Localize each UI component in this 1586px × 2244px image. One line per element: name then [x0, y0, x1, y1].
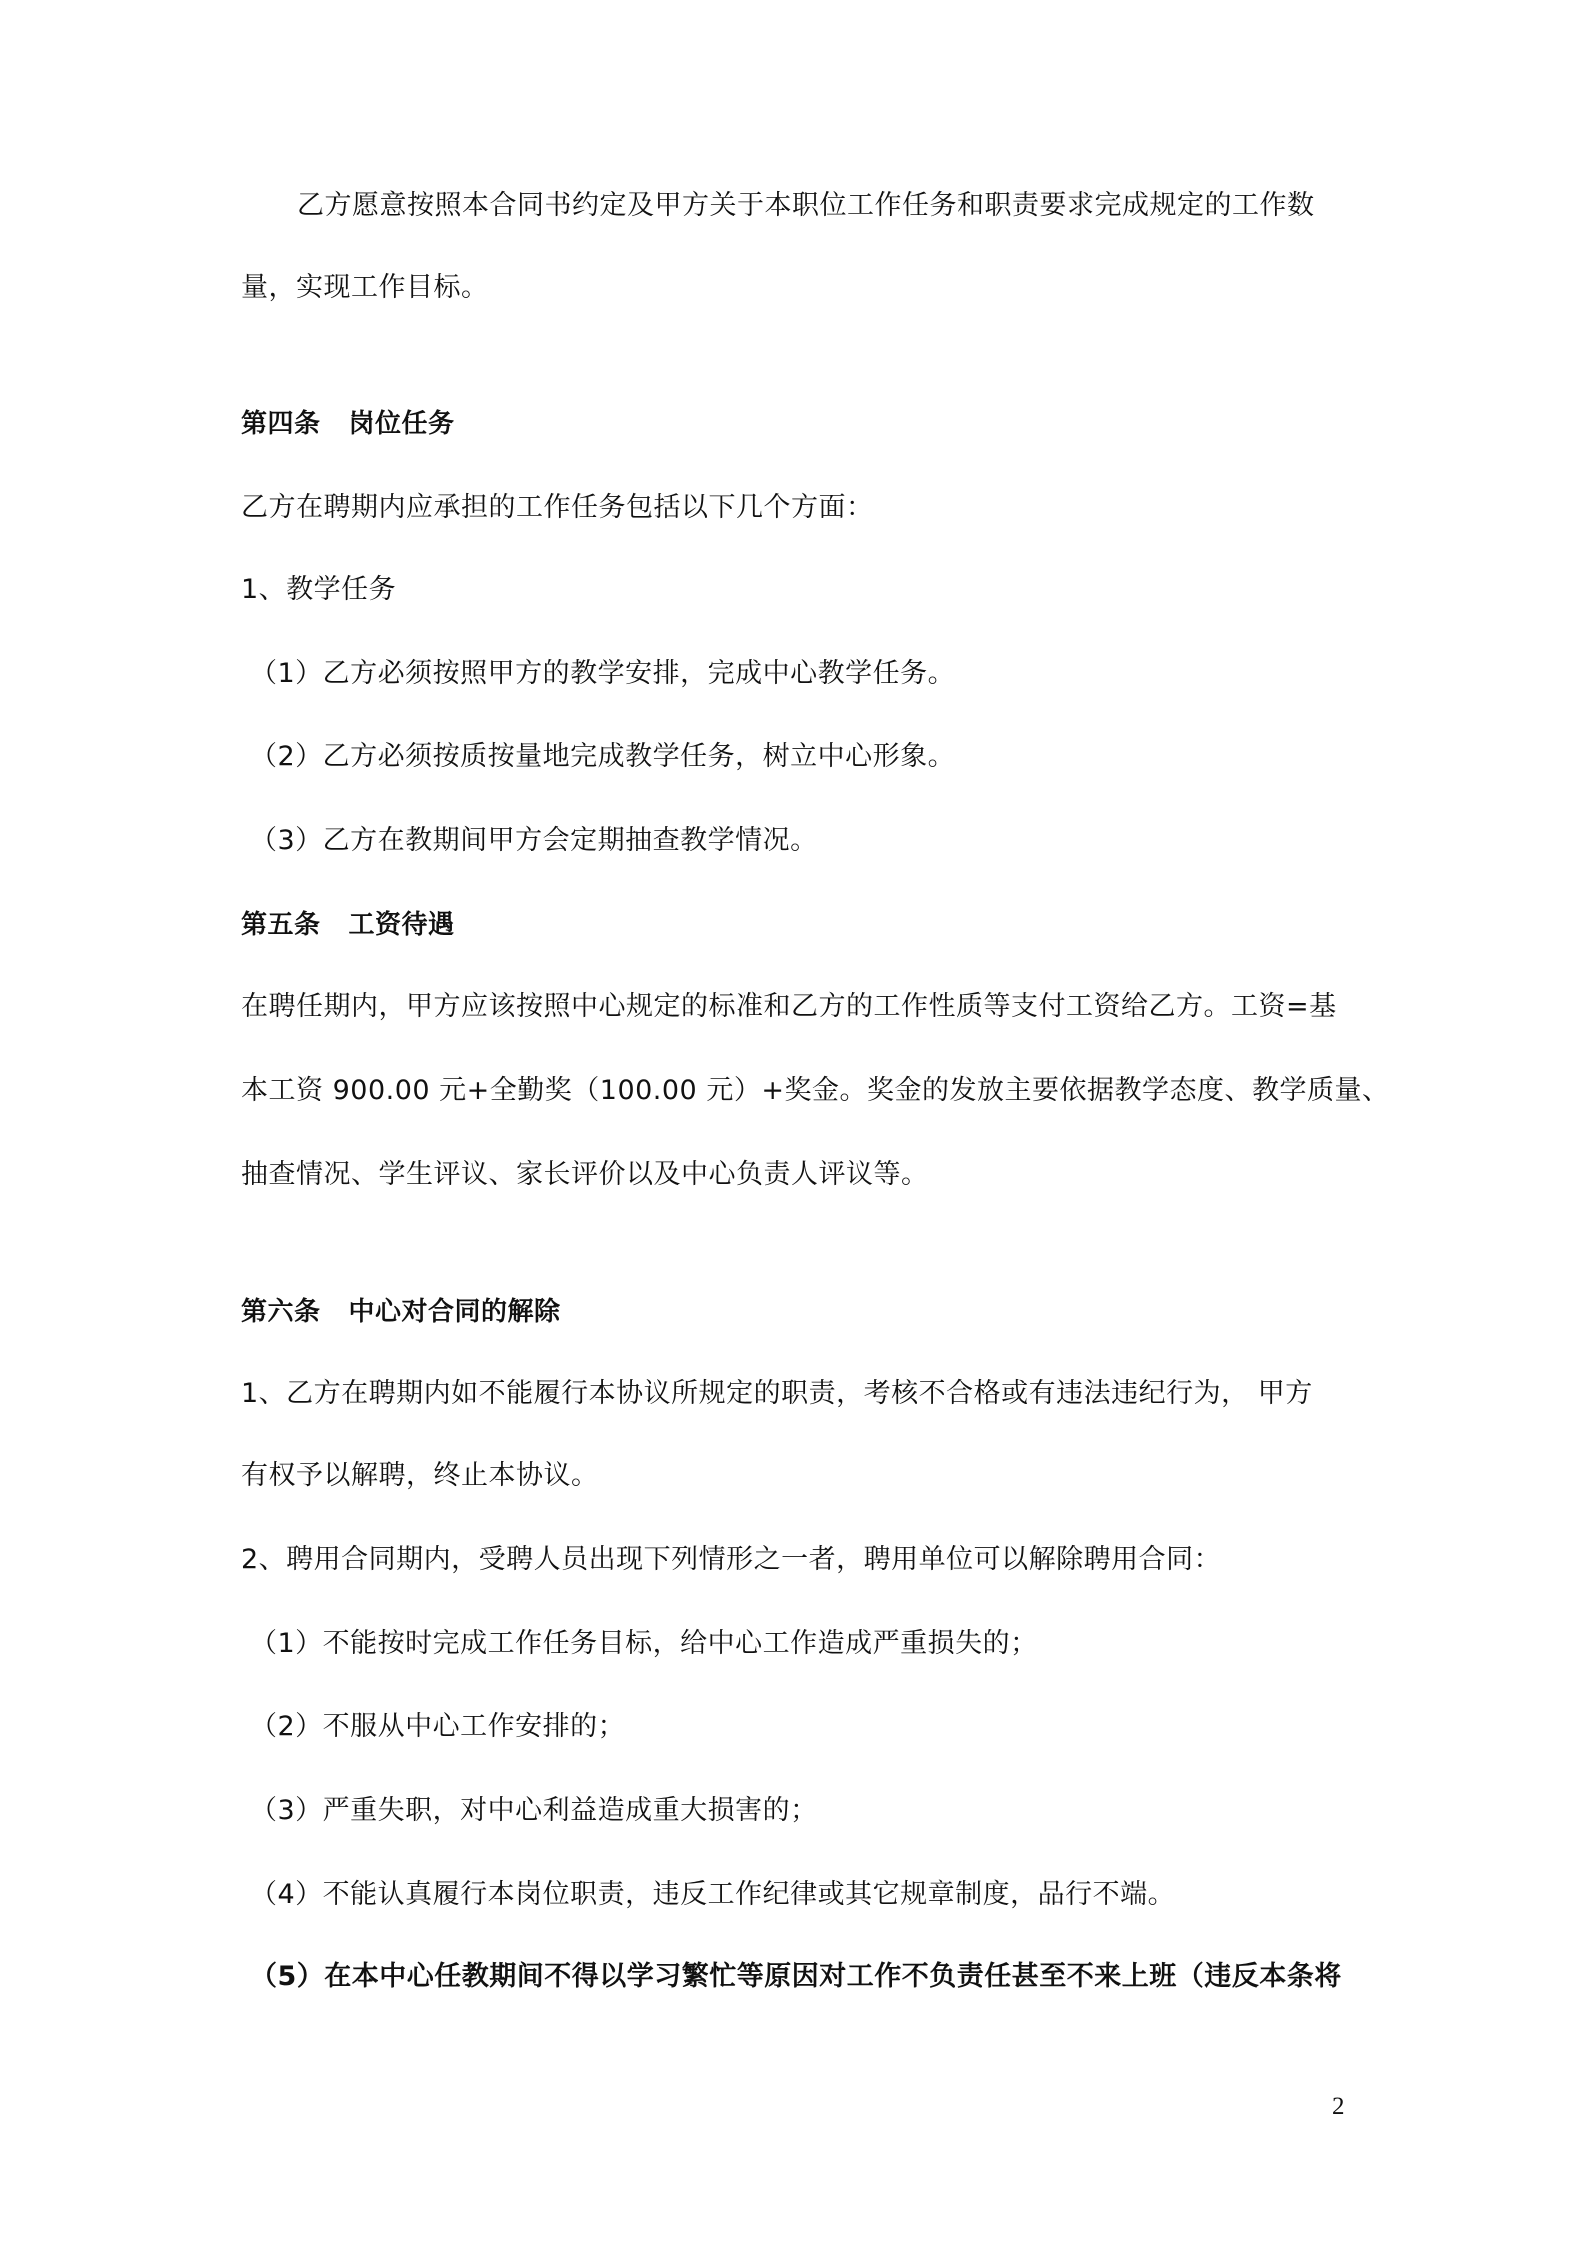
paragraph-line: 抽查情况、学生评议、家长评价以及中心负责人评议等。 — [241, 1159, 929, 1190]
paragraph-line: 有权予以解聘，终止本协议。 — [241, 1460, 599, 1491]
section-heading — [241, 406, 1361, 442]
paragraph-line: 量，实现工作目标。 — [241, 272, 489, 303]
section-title: 中心对合同的解除 — [348, 1297, 561, 1327]
paragraph-line: 1、乙方在聘期内如不能履行本协议所规定的职责，考核不合格或有违法违纪行为， 甲方 — [241, 1378, 1313, 1409]
list-item: （5）在本中心任教期间不得以学习繁忙等原因对工作不负责任甚至不来上班（违反本条将 — [250, 1961, 1342, 1992]
list-item: （2）不服从中心工作安排的； — [250, 1711, 626, 1742]
paragraph-line: 在聘任期内，甲方应该按照中心规定的标准和乙方的工作性质等支付工资给乙方。工资=基 — [241, 991, 1337, 1022]
section-heading — [241, 1294, 1361, 1330]
paragraph-line: 本工资 900.00 元+全勤奖（100.00 元）+奖金。奖金的发放主要依据教学态度、教学质量、 — [241, 1075, 1390, 1106]
section-heading — [241, 907, 1361, 943]
section-number: 第六条 — [241, 1297, 321, 1327]
section-title: 岗位任务 — [348, 409, 455, 439]
page-number: 2 — [1332, 2093, 1345, 2120]
section-number: 第四条 — [241, 409, 321, 439]
list-item: （3）乙方在教期间甲方会定期抽查教学情况。 — [250, 825, 818, 856]
list-item: （1）不能按时完成工作任务目标，给中心工作造成严重损失的； — [250, 1628, 1038, 1659]
list-item: （2）乙方必须按质按量地完成教学任务，树立中心形象。 — [250, 741, 956, 772]
paragraph-line: 2、聘用合同期内，受聘人员出现下列情形之一者，聘用单位可以解除聘用合同： — [241, 1544, 1222, 1575]
paragraph-line: 乙方在聘期内应承担的工作任务包括以下几个方面： — [241, 492, 874, 523]
list-item: （4）不能认真履行本岗位职责，违反工作纪律或其它规章制度，品行不端。 — [250, 1879, 1176, 1910]
list-item: （3）严重失职，对中心利益造成重大损害的； — [250, 1795, 818, 1826]
paragraph-line: 乙方愿意按照本合同书约定及甲方关于本职位工作任务和职责要求完成规定的工作数 — [297, 190, 1315, 221]
section-number: 第五条 — [241, 910, 321, 940]
list-item: （1）乙方必须按照甲方的教学安排，完成中心教学任务。 — [250, 658, 956, 689]
list-item: 1、教学任务 — [241, 574, 397, 605]
section-title: 工资待遇 — [348, 910, 455, 940]
